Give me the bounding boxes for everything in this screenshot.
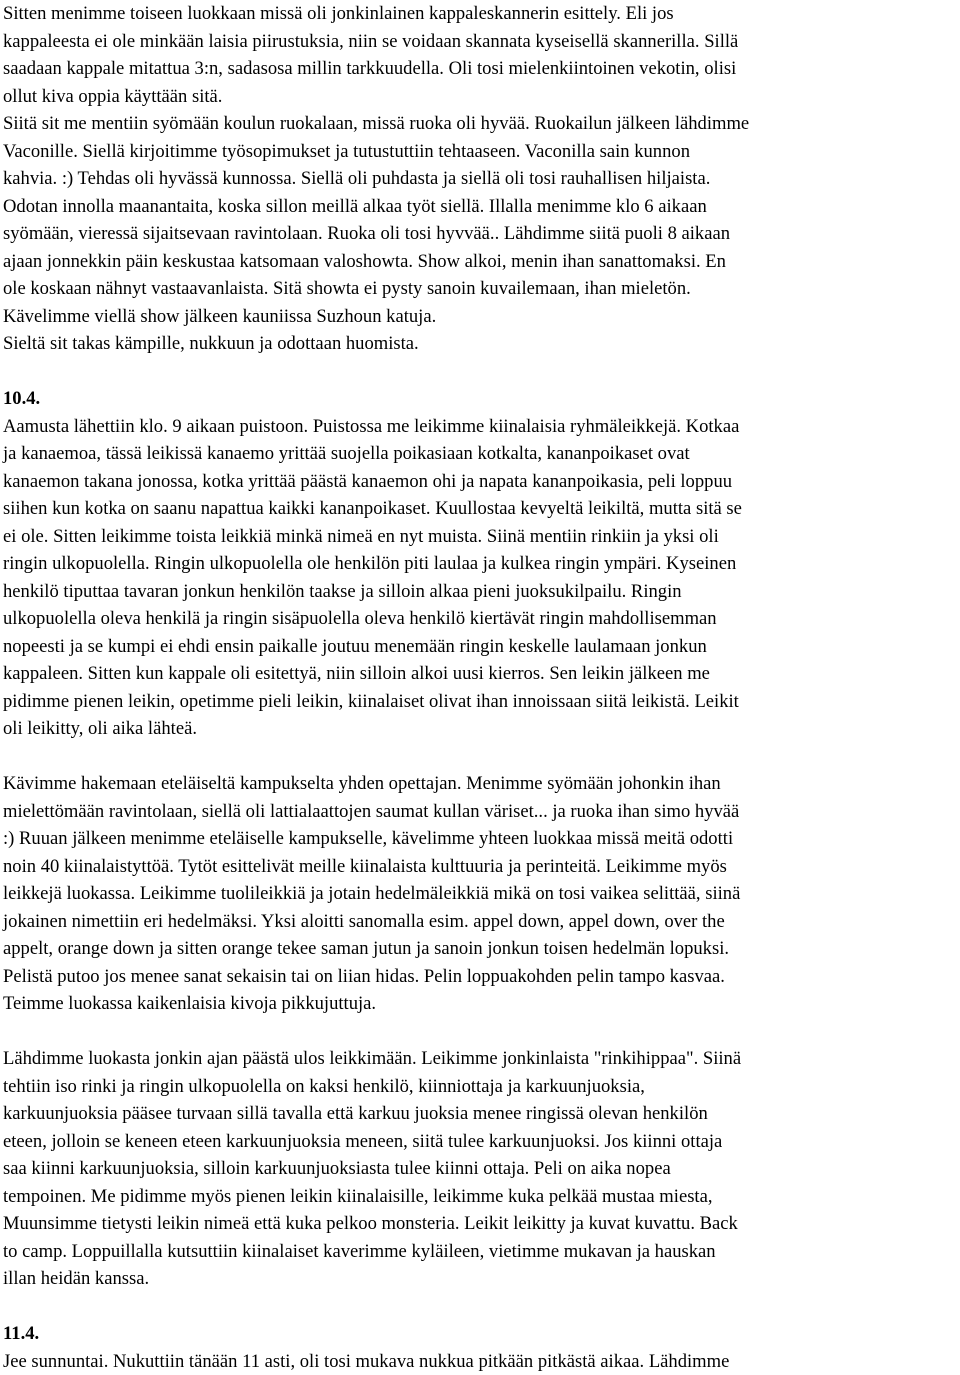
text-line: kappaleen. Sitten kun kappale oli esitettyä, niin silloin alkoi uusi kierros. Sen leikin jälkeen me xyxy=(3,660,957,688)
text-line: Vaconille. Siellä kirjoitimme työsopimukset ja tutustuttiin tehtaaseen. Vaconilla sain kunnon xyxy=(3,138,957,166)
text-line: ja kanaemoa, tässä leikissä kanaemo yrittää suojella poikasiaan kotkalta, kananpoikaset ovat xyxy=(3,440,957,468)
text-line: oli leikitty, oli aika lähteä. xyxy=(3,715,957,743)
text-line: Muunsimme tietysti leikin nimeä että kuka pelkoo monsteria. Leikit leikitty ja kuvat kuvattu. Back xyxy=(3,1210,957,1238)
text-line: Kävelimme viellä show jälkeen kauniissa Suzhoun katuja. xyxy=(3,303,957,331)
text-line: Siitä sit me mentiin syömään koulun ruokalaan, missä ruoka oli hyvää. Ruokailun jälkeen lähdimme xyxy=(3,110,957,138)
text-line: Teimme luokassa kaikenlaisia kivoja pikkujuttuja. xyxy=(3,990,957,1018)
text-line: tempoinen. Me pidimme myös pienen leikin kiinalaisille, leikimme kuka pelkää mustaa miesta, xyxy=(3,1183,957,1211)
text-line: Sieltä sit takas kämpille, nukkuun ja odottaan huomista. xyxy=(3,330,957,358)
text-line: Lähdimme luokasta jonkin ajan päästä ulos leikkimään. Leikimme jonkinlaista "rinkihippaa". Siinä xyxy=(3,1045,957,1073)
text-line: saadaan kappale mitattua 3:n, sadasosa millin tarkkuudella. Oli tosi mielenkiintoinen vekotin, olisi xyxy=(3,55,957,83)
date-heading-11-4: 11.4. xyxy=(3,1320,957,1348)
date-heading-10-4: 10.4. xyxy=(3,385,957,413)
text-line: :) Ruuan jälkeen menimme eteläiselle kampukselle, kävelimme yhteen luokkaa missä meitä odotti xyxy=(3,825,957,853)
text-line: Aamusta lähettiin klo. 9 aikaan puistoon. Puistossa me leikimme kiinalaisia ryhmäleikkejä. Kotkaa xyxy=(3,413,957,441)
paragraph-spacer xyxy=(3,358,957,386)
text-line: kahvia. :) Tehdas oli hyvässä kunnossa. Siellä oli puhdasta ja siellä oli tosi rauhallisen hiljaista. xyxy=(3,165,957,193)
paragraph-spacer xyxy=(3,743,957,771)
text-line: syömään, vieressä sijaitsevaan ravintolaan. Ruoka oli tosi hyvvää.. Lähdimme siitä puoli 8 aikaan xyxy=(3,220,957,248)
text-line: henkilö tiputtaa tavaran jonkun henkilön taakse ja silloin alkaa pieni juoksukilpailu. Ringin xyxy=(3,578,957,606)
text-line: Kävimme hakemaan eteläiseltä kampukselta yhden opettajan. Menimme syömään johonkin ihan xyxy=(3,770,957,798)
text-line: jokainen nimettiin eri hedelmäksi. Yksi aloitti sanomalla esim. appel down, appel down, over the xyxy=(3,908,957,936)
text-line: Jee sunnuntai. Nukuttiin tänään 11 asti, oli tosi mukava nukkua pitkään pitkästä aikaa. Lähdimme xyxy=(3,1348,957,1375)
paragraph-sunday xyxy=(3,1348,957,1375)
text-line: ajaan jonnekkin päin keskustaa katsomaan valoshowta. Show alkoi, menin ihan sanattomaksi. En xyxy=(3,248,957,276)
paragraph-south-campus xyxy=(3,770,957,1018)
text-line: ulkopuolella oleva henkilä ja ringin sisäpuolella oleva henkilö kiertävät ringin mahdollisemman xyxy=(3,605,957,633)
text-line: nopeesti ja se kumpi ei ehdi ensin paikalle joutuu menemään ringin keskelle laulamaan jonkun xyxy=(3,633,957,661)
text-line: mielettömään ravintolaan, siellä oli lattialaattojen saumat kullan väriset... ja ruoka ihan simo hyvää xyxy=(3,798,957,826)
text-line: ringin ulkopuolella. Ringin ulkopuolella ole henkilön piti laulaa ja kulkea ringin ympäri. Kyseinen xyxy=(3,550,957,578)
text-line: eteen, jolloin se keneen eteen karkuunjuoksia meneen, siitä tulee karkuunjuoksi. Jos kiinni ottaja xyxy=(3,1128,957,1156)
text-line: tehtiin iso rinki ja ringin ulkopuolella on kaksi henkilö, kiinniottaja ja karkuunjuoksia, xyxy=(3,1073,957,1101)
paragraph-suzhou-day xyxy=(3,0,957,358)
text-line: karkuunjuoksia pääsee turvaan sillä tavalla että karkuu juoksia menee ringissä olevan henkilön xyxy=(3,1100,957,1128)
text-line: Sitten menimme toiseen luokkaan missä oli jonkinlainen kappaleskannerin esittely. Eli jos xyxy=(3,0,957,28)
document-page xyxy=(3,0,957,1375)
paragraph-spacer xyxy=(3,1018,957,1046)
text-line: ei ole. Sitten leikimme toista leikkiä minkä nimeä en nyt muista. Siinä mentiin rinkiin ja yksi oli xyxy=(3,523,957,551)
text-line: leikkejä luokassa. Leikimme tuolileikkiä ja jotain hedelmäleikkiä mikä on tosi vaikea selittää, siinä xyxy=(3,880,957,908)
paragraph-ring-tag xyxy=(3,1045,957,1293)
text-line: saa kiinni karkuunjuoksia, silloin karkuunjuoksiasta tulee kiinni ottaja. Peli on aika nopea xyxy=(3,1155,957,1183)
text-line: Pelistä putoo jos menee sanat sekaisin tai on liian hidas. Pelin loppuakohden pelin tampo kasvaa. xyxy=(3,963,957,991)
text-line: kanaemon takana jonossa, kotka yrittää päästä kanaemon ohi ja napata kananpoikasia, peli loppuu xyxy=(3,468,957,496)
text-line: ollut kiva oppia käyttään sitä. xyxy=(3,83,957,111)
text-line: ole koskaan nähnyt vastaavanlaista. Sitä showta ei pysty sanoin kuvailemaan, ihan mieletön. xyxy=(3,275,957,303)
text-line: siihen kun kotka on saanu napattua kaikki kananpoikaset. Kuullostaa kevyeltä leikiltä, mutta sitä se xyxy=(3,495,957,523)
paragraph-spacer xyxy=(3,1293,957,1321)
text-line: appelt, orange down ja sitten orange tekee saman jutun ja sanoin jonkun toisen hedelmän lopuksi. xyxy=(3,935,957,963)
text-line: to camp. Loppuillalla kutsuttiin kiinalaiset kaverimme kyläileen, vietimme mukavan ja hauskan xyxy=(3,1238,957,1266)
text-line: illan heidän kanssa. xyxy=(3,1265,957,1293)
text-line: Odotan innolla maanantaita, koska sillon meillä alkaa työt siellä. Illalla menimme klo 6 aikaan xyxy=(3,193,957,221)
text-line: pidimme pienen leikin, opetimme pieli leikin, kiinalaiset olivat ihan innoissaan siitä leikistä. Leikit xyxy=(3,688,957,716)
text-line: kappaleesta ei ole minkään laisia piirustuksia, niin se voidaan skannata kyseisellä skannerilla. Sillä xyxy=(3,28,957,56)
paragraph-park-games xyxy=(3,413,957,743)
text-line: noin 40 kiinalaistyttöä. Tytöt esittelivät meille kiinalaista kulttuuria ja perinteitä. Leikimme myös xyxy=(3,853,957,881)
